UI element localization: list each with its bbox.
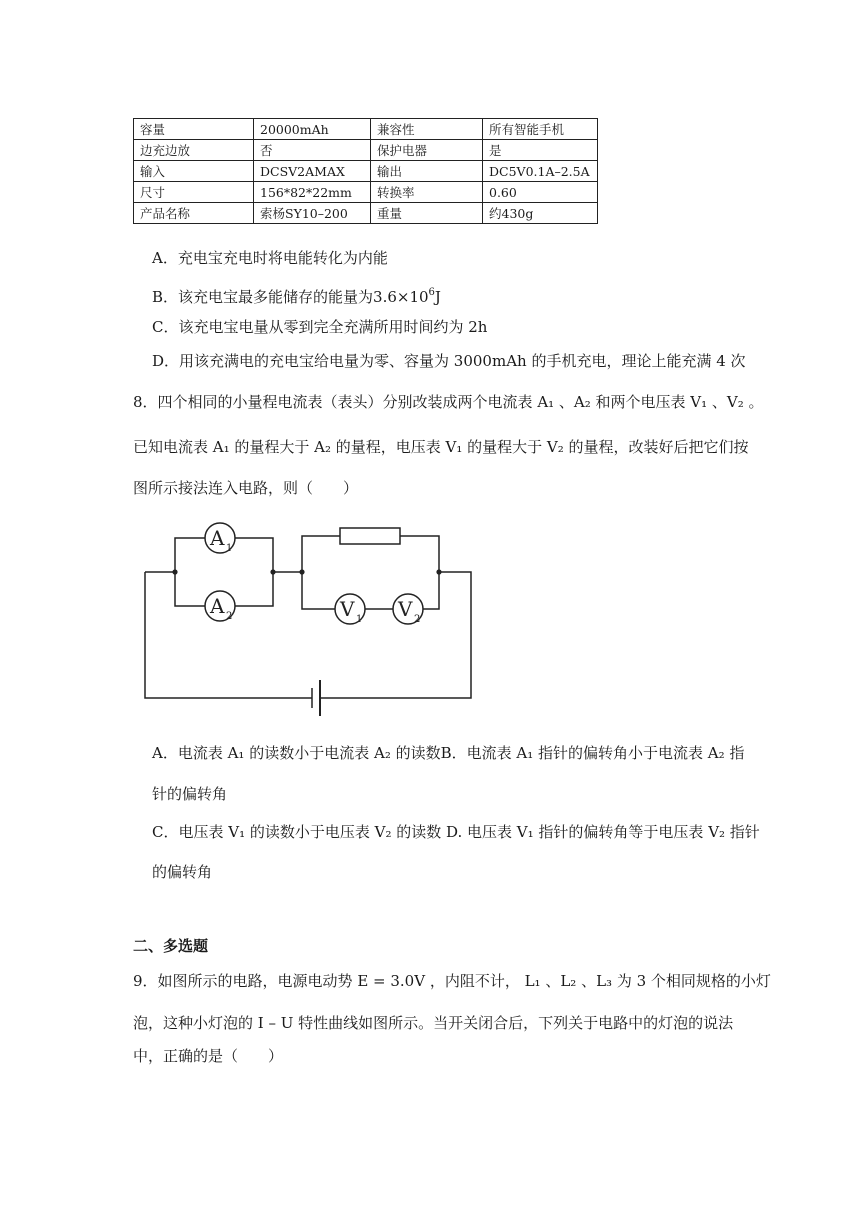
wire-a1-right xyxy=(235,538,273,572)
a1-label: A xyxy=(210,526,225,550)
spec-label-cell: 保护电器 xyxy=(371,140,483,161)
a1-subscript: 1 xyxy=(226,543,233,554)
spec-table-row xyxy=(134,182,598,203)
q8-options-cd-line2: 的偏转角 xyxy=(152,863,213,881)
spec-value-cell: 是 xyxy=(483,140,598,161)
v1-subscript: 1 xyxy=(356,614,363,625)
q8-stem-line1: 8．四个相同的小量程电流表（表头）分别改装成两个电流表 A₁ 、A₂ 和两个电压表 V₁ 、V₂ 。 xyxy=(133,393,764,411)
spec-label-cell: 输出 xyxy=(371,161,483,182)
spec-value-cell: 156*82*22mm xyxy=(254,182,371,203)
a2-label: A xyxy=(210,594,225,618)
v2-label: V xyxy=(398,597,413,621)
q8-options-ab-line1: A．电流表 A₁ 的读数小于电流表 A₂ 的读数B．电流表 A₁ 指针的偏转角小于电流表 A₂ 指 xyxy=(152,744,745,762)
junction-dot xyxy=(172,569,177,574)
spec-value-cell: 所有智能手机 xyxy=(483,119,598,140)
spec-label-cell: 重量 xyxy=(371,203,483,224)
q9-stem-line2: 泡，这种小灯泡的 I – U 特性曲线如图所示。当开关闭合后，下列关于电路中的灯泡的说法 xyxy=(133,1014,734,1032)
q8-circuit-diagram xyxy=(130,510,480,720)
wire-right-bottom xyxy=(320,572,471,698)
spec-value-cell: DC5V0.1A–2.5A xyxy=(483,161,598,182)
q7-option-d: D．用该充满电的充电宝给电量为零、容量为 3000mAh 的手机充电，理论上能充满 4 次 xyxy=(152,352,746,370)
q7-option-b: B．该充电宝最多能储存的能量为$3.6\times 10^6J$ xyxy=(152,287,441,306)
v2-subscript: 2 xyxy=(414,614,421,625)
wire-left-bottom xyxy=(145,572,312,698)
resistor xyxy=(340,528,400,544)
q8-stem-line3: 图所示接法连入电路，则（ ） xyxy=(133,479,359,497)
wire-a1-left xyxy=(175,538,205,572)
spec-label-cell: 尺寸 xyxy=(134,182,254,203)
spec-label-cell: 输入 xyxy=(134,161,254,182)
spec-label-cell: 兼容性 xyxy=(371,119,483,140)
q8-options-ab-line2: 针的偏转角 xyxy=(152,785,228,803)
q9-stem-line1: 9．如图所示的电路，电源电动势 E = 3.0V ，内阻不计， L₁ 、L₂ 、L₃ 为 3 个相同规格的小灯 xyxy=(133,972,771,990)
wire-v1-left xyxy=(302,572,335,609)
spec-table-row xyxy=(134,119,598,140)
section-heading: 二、多选题 xyxy=(133,937,209,955)
spec-table-row xyxy=(134,203,598,224)
v1-label: V xyxy=(340,597,355,621)
spec-value-cell: 0.60 xyxy=(483,182,598,203)
spec-label-cell: 产品名称 xyxy=(134,203,254,224)
power-bank-spec-table xyxy=(133,118,598,224)
wire-v2-right xyxy=(423,572,439,609)
q9-stem-line3: 中，正确的是（ ） xyxy=(133,1047,284,1065)
wire-a2-left xyxy=(175,572,205,606)
spec-label-cell: 边充边放 xyxy=(134,140,254,161)
spec-value-cell: 否 xyxy=(254,140,371,161)
spec-label-cell: 转换率 xyxy=(371,182,483,203)
spec-table-row xyxy=(134,161,598,182)
q7-option-c: C．该充电宝电量从零到完全充满所用时间约为 2h xyxy=(152,318,488,336)
spec-value-cell: 索杨SY10–200 xyxy=(254,203,371,224)
spec-label-cell: 容量 xyxy=(134,119,254,140)
junction-dot xyxy=(270,569,275,574)
spec-table-row xyxy=(134,140,598,161)
q8-stem-line2: 已知电流表 A₁ 的量程大于 A₂ 的量程，电压表 V₁ 的量程大于 V₂ 的量程，改装好后把它们按 xyxy=(133,438,749,456)
a2-subscript: 2 xyxy=(226,611,233,622)
wire-resistor-right xyxy=(400,536,439,572)
q7-option-a: A．充电宝充电时将电能转化为内能 xyxy=(152,249,388,267)
spec-value-cell: DCSV2AMAX xyxy=(254,161,371,182)
wire-resistor-left xyxy=(302,536,340,572)
junction-dot xyxy=(299,569,304,574)
spec-value-cell: 20000mAh xyxy=(254,119,371,140)
junction-dot xyxy=(436,569,441,574)
spec-value-cell: 约430g xyxy=(483,203,598,224)
q8-options-cd-line1: C．电压表 V₁ 的读数小于电压表 V₂ 的读数 D. 电压表 V₁ 指针的偏转角等于电压表 V₂ 指针 xyxy=(152,823,760,841)
wire-a2-right xyxy=(235,572,273,606)
